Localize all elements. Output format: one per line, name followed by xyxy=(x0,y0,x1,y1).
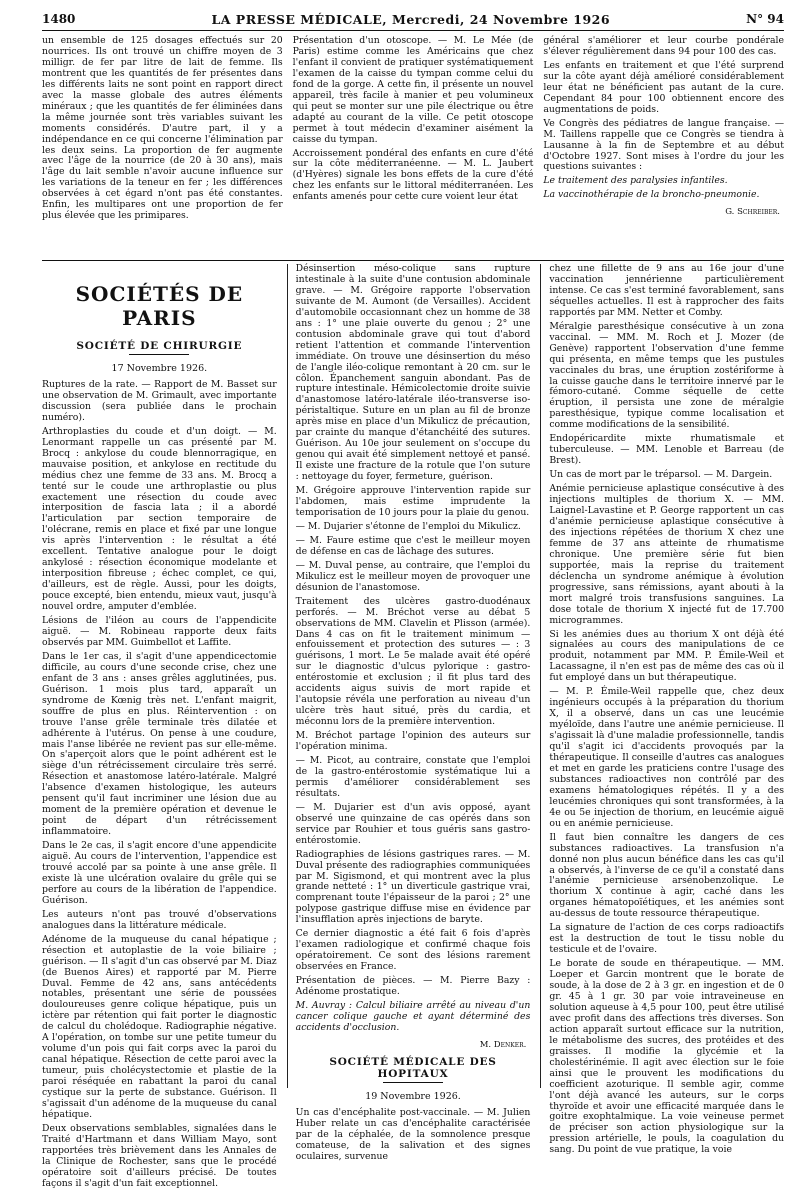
paragraph: Il faut bien connaître les dangers de ces substances radioactives. La transfusion n'a donné non plus aucun bénéfice dans les cas qu'il a observés, à l'inverse de ce qu'il a constaté dans l'anémie pernicieuse arsénobenzolique. Le thorium X continue à agir, caché dans les organes hématopoïétiques, et les anémies sont au-dessus de toute ressource thérapeutique. xyxy=(549,831,785,920)
paragraph: — M. Faure estime que c'est le meilleur moyen de défense en cas de lâchage des sutures. xyxy=(295,534,531,557)
paragraph: Présentation d'un otoscope. — M. Le Mée (de Paris) estime comme les Américains que chez l'enfant il convient de pratiquer systématiquement l'examen de la caisse du tympan comme celui du fond de la gorge. A cette fin, il présente un nouvel appareil, très facile à manier et peu volumineux qui peut se monter sur une pile électrique ou être adapté au courant de la ville. Ce petit otoscope permet à tout médecin d'examiner aisément la caisse du tympan. xyxy=(292,35,534,145)
agenda-item: La vaccinothérapie de la broncho-pneumonie. xyxy=(543,189,760,201)
bottom-column-3 xyxy=(540,263,785,1156)
top-section xyxy=(42,36,784,258)
paragraph: Le borate de soude en thérapeutique. — MM. Loeper et Garcin montrent que le borate de soude, à la dose de 2 à 3 gr. en ingestion et de 0 gr. 45 à 1 gr. 30 par voie intraveineuse en solution aqueuse à 4,5 pour 100, peut être utilisé avec profit dans des affections très diverses. Son action apparaît surtout efficace sur la nutrition, le métabolisme des sucres, des protéides et des graisses. Il modifie la glycémie et la cholestérinémie. Il agit avec élection sur le foie ainsi que le prouvent les modifications du coefficient azoturique. Il semble agir, comme l'ont déjà avancé les auteurs, sur le corps thyroïde et avoir une efficacité marquée dans le goitre exophtalmique. La voie veineuse permet de préciser son action physiologique sur la pression artérielle, le pouls, la coagulation du sang. Du point de vue pratique, la voie xyxy=(549,958,785,1156)
page-number: 1480 xyxy=(42,12,76,26)
paragraph: Ce dernier diagnostic a été fait 6 fois d'après l'examen radiologique et confirmé chaque fois opératoirement. Ce sont des lésions rarement observées en France. xyxy=(295,928,531,973)
paragraph: — M. Picot, au contraire, constate que l'emploi de la gastro-entérostomie systématique lui a permis d'améliorer considérablement ses résultats. xyxy=(295,754,531,799)
paragraph: Un cas d'encéphalite post-vaccinale. — M. Julien Huber relate un cas d'encéphalite caractérisée par de la céphalée, de la somnolence presque comateuse, de la salivation et des signes oculaires, survenue xyxy=(295,1106,531,1162)
paragraph: M. Bréchot partage l'opinion des auteurs sur l'opération minima. xyxy=(295,730,531,753)
paragraph: chez une fillette de 9 ans au 16e jour d'une vaccination jennérienne particulièrement intense. Ce cas s'est terminé favorablement, sans séquelles actuelles. Il est à rapprocher des faits rapportés par MM. Netter et Comby. xyxy=(549,263,785,318)
section-divider xyxy=(42,260,784,261)
paragraph: Si les anémies dues au thorium X ont déjà été signalées au cours des manipulations de ce produit, notamment par MM. P. Émile-Weil et Lacassagne, il n'en est pas de même des cas où il fut employé dans un but thérapeutique. xyxy=(549,628,785,684)
paragraph: — M. Dujarier est d'un avis opposé, ayant observé une quinzaine de cas opérés dans son service par Rouhier et tous guéris sans gastro-entérostomie. xyxy=(295,801,531,846)
paragraph: Dans le 2e cas, il s'agit encore d'une appendicite aiguë. Au cours de l'intervention, l'appendice est trouvé accolé par sa pointe à une anse grêle. Il existe là une ulcération ovalaire du grêle qui se perfore au cours de la libération de l'appendice. Guérison. xyxy=(42,840,277,906)
paragraph: — M. P. Émile-Weil rappelle que, chez deux ingénieurs occupés à la préparation du thorium X, il a observé, dans un cas une leucémie myéloïde, dans l'autre une anémie pernicieuse. Il s'agissait là d'une maladie professionnelle, tandis qu'il s'agit ici d'accidents provoqués par la thérapeutique. Il conseille d'autres cas analogues et met en garde les praticiens contre l'usage des substances radioactives non contrôlé par des examens hématologiques répétés. Il y a des leucémies chroniques qui sont transformées, à la 4e ou 5e injection de thorium, en leucémie aiguë ou en anémie pernicieuse. xyxy=(549,686,785,829)
newspaper-page xyxy=(42,8,785,1189)
paragraph: — M. Dujarier s'étonne de l'emploi du Mikulicz. xyxy=(295,520,521,532)
heading-rule xyxy=(383,1082,443,1083)
paragraph: Ve Congrès des pédiatres de langue française. — M. Taillens rappelle que ce Congrès se tiendra à Lausanne à la fin de Septembre et au début d'Octobre 1927. Sont mises à l'ordre du jour les questions suivantes : xyxy=(543,117,785,173)
paragraph: La signature de l'action de ces corps radioactifs est la destruction de tout le tissu noble du testicule et de l'ovaire. xyxy=(549,922,785,956)
paragraph: Lésions de l'iléon au cours de l'appendicite aiguë. — M. Robineau rapporte deux faits observés par MM. Guimbellot et Laffite. xyxy=(42,615,277,648)
top-column-2 xyxy=(293,36,534,258)
bottom-section xyxy=(42,263,785,1189)
paragraph: M. Auvray : Calcul biliaire arrêté au niveau d'un cancer colique gauche et ayant déterminé des accidents d'occlusion. xyxy=(295,1000,531,1033)
issue-number: N° 94 xyxy=(746,12,784,26)
journal-title: LA PRESSE MÉDICALE, Mercredi, 24 Novembre 1926 xyxy=(211,11,611,27)
agenda-item: Le traitement des paralysies infantiles. xyxy=(543,175,728,187)
paragraph: Accroissement pondéral des enfants en cure d'été sur la côte méditerranéenne. — M. L. Jaubert (d'Hyères) signale les bons effets de la cure d'été chez les enfants sur le littoral méditerranéen. Les enfants amenés pour cette cure voient leur état xyxy=(292,147,534,203)
paragraph: un ensemble de 125 dosages effectués sur 20 nourrices. Ils ont trouvé un chiffre moyen de 3 milligr. de fer par litre de lait de femme. Ils montrent que les quantités de fer présentes dans les différents laits ne sont point en rapport direct avec la masse globale des autres éléments minéraux ; que les quantités de fer éliminées dans la même journée sont très variables suivant les moments considérés. D'autre part, il y a indépendance en ce qui concerne l'élimination par les deux seins. La proportion de fer augmente avec l'âge de la nourrice (de 20 à 30 ans), mais l'âge du lait semble n'avoir aucune influence sur les variations de la teneur en fer ; les différences observées à cet égard n'ont pas été constantes. Enfin, les multipares ont une proportion de fer plus élevée que les primipares. xyxy=(42,35,283,222)
signature: G. Schreiber. xyxy=(725,207,781,218)
paragraph: Ruptures de la rate. — Rapport de M. Basset sur une observation de M. Grimault, avec importante discussion (sera publiée dans le prochain numéro). xyxy=(42,379,277,423)
paragraph: Les auteurs n'ont pas trouvé d'observations analogues dans la littérature médicale. xyxy=(42,908,277,931)
paragraph: Désinsertion méso-colique sans rupture intestinale à la suite d'une contusion abdominale grave. — M. Grégoire rapporte l'observation suivante de M. Aumont (de Versailles). Accident d'automobile occasionnant chez un homme de 38 ans : 1° une plaie ouverte du genou ; 2° une contusion abdominale grave qui tout d'abord retient l'attention et commande l'intervention immédiate. On trouve une désinsertion du méso de l'angle iléo-colique remontant à 20 cm. sur le côlon. Épanchement sanguin abondant. Pas de rupture intestinale. Hémicolectomie droite suivie d'anastomose latéro-latérale iléo-transverse iso-péristaltique. Suture en un plan au fil de bronze après mise en place d'un Mikulicz de précaution, par crainte du manque d'étanchéité des sutures. Guérison. Au 10e jour seulement on s'occupe du genou qui avait été simplement nettoyé et pansé. Il existe une fracture de la rotule que l'on suture : nettoyage du foyer, fermeture, guérison. xyxy=(295,263,531,483)
paragraph: Les enfants en traitement et que l'été surprend sur la côte ayant déjà amélioré considérablement leur état ne bénéficient pas autant de la cure. Cependant 84 pour 100 obtiennent encore des augmentations de poids. xyxy=(543,59,785,115)
bottom-column-2 xyxy=(287,263,531,1162)
paragraph: Deux observations semblables, signalées dans le Traité d'Hartmann et dans William Mayo, sont rapportées très brièvement dans les Annales de la Clinique de Rochester, sans que le procédé opératoire soit d'ailleurs précisé. De toutes façons il s'agit d'un fait exceptionnel. xyxy=(42,1122,277,1189)
session-date: 17 Novembre 1926. xyxy=(111,363,208,374)
paragraph: Dans le 1er cas, il s'agit d'une appendicectomie difficile, au cours d'une seconde crise, chez une enfant de 3 ans : anses grêles agglutinées, pus. Guérison. 1 mois plus tard, apparaît un syndrome de Kœnig très net. L'enfant maigrit, souffre de plus en plus. Réintervention : on trouve l'anse grêle terminale très dilatée et adhérente à l'utérus. On pense à une coudure, mais l'anse libérée ne revient pas sur elle-même. On s'aperçoit alors que le point adhérent est le siège d'un rétrécissement circulaire très serré. Résection et anastomose latéro-latérale. Malgré l'absence d'examen histologique, les auteurs pensent qu'il faut incriminer une lésion due au moment de la première opération et devenue le point de départ d'un rétrécissement inflammatoire. xyxy=(42,650,277,838)
signature: M. Denker. xyxy=(479,1039,527,1050)
paragraph: Anémie pernicieuse aplastique consécutive à des injections multiples de thorium X. — MM. Laignel-Lavastine et P. George rapportent un cas d'anémie pernicieuse aplastique consécutive à des injections répétées de thorium X chez une femme de 37 ans atteinte de rhumatisme chronique. Une première série fut bien supportée, mais la reprise du traitement déclencha un syndrome anémique à évolution progressive, sans rémissions, ayant abouti à la mort malgré trois transfusions sanguines. La dose totale de thorium X injecté fut de 17.700 microgrammes. xyxy=(549,483,785,626)
heading-rule xyxy=(129,354,189,355)
paragraph: Adénome de la muqueuse du canal hépatique ; résection et autoplastie de la voie biliaire ; guérison. — Il s'agit d'un cas observé par M. Diaz (de Buenos Aires) et rapporté par M. Pierre Duval. Femme de 42 ans, sans antécédents notables, présentant une série de poussées douloureuses genre colique hépatique, puis un ictère par rétention qui fait porter le diagnostic de calcul du cholédoque. Radiographie négative. A l'opération, on tombe sur une petite tumeur du volume d'un pois qui fait corps avec la paroi du canal hépatique. Résection de cette paroi avec la tumeur, puis cholécystectomie et plastie de la paroi réséquée en rabattant la paroi du canal cystique sur la perte de substance. Guérison. Il s'agissait d'un adénome de la muqueuse du canal hépatique. xyxy=(42,933,277,1120)
society-heading: SOCIÉTÉ MÉDICALE DES HOPITAUX xyxy=(329,1055,497,1080)
paragraph: — M. Duval pense, au contraire, que l'emploi du Mikulicz est le meilleur moyen de provoquer une désunion de l'anastomose. xyxy=(295,559,531,593)
session-date: 19 Novembre 1926. xyxy=(365,1090,461,1102)
paragraph: Traitement des ulcères gastro-duodénaux perforés. — M. Bréchot verse au débat 5 observations de MM. Clavelin et Plisson (armée). Dans 4 cas on fit le traitement minimum — enfouissement et protection des sutures — : 3 guérisons, 1 mort. Le 5e malade avait été opéré sur le diagnostic d'ulcus pylorique : gastro-entérostomie et exclusion ; il fit plus tard des accidents aigus suivis de mort rapide et l'autopsie révéla une perforation au niveau d'un ulcère très haut situé, près du cardia, et méconnu lors de la première intervention. xyxy=(295,595,531,728)
paragraph: M. Grégoire approuve l'intervention rapide sur l'abdomen, mais estime imprudente la temporisation de 10 jours pour la plaie du genou. xyxy=(295,485,531,518)
paragraph: Un cas de mort par le tréparsol. — M. Dargein. xyxy=(549,469,773,481)
paragraph: Radiographies de lésions gastriques rares. — M. Duval présente des radiographies communiquées par M. Sigismond, et qui montrent avec la plus grande netteté : 1° un diverticule gastrique vrai, comprenant toute l'épaisseur de la paroi ; 2° une polypose gastrique diffuse mise en évidence par l'insufflation après injections de baryte. xyxy=(295,848,531,926)
paragraph: Arthroplasties du coude et d'un doigt. — M. Lenormant rappelle un cas présenté par M. Brocq : ankylose du coude blennorragique, en mauvaise position, et ankylose en rectitude du médius chez une femme de 33 ans. M. Brocq a tenté sur le coude une arthroplastie ou plus exactement une résection du coude avec interposition de fascia lata ; il a abordé l'articulation par section temporaire de l'olécrane, remis en place et fixé par une longue vis après l'intervention : le résultat a été excellent. Tentative analogue pour le doigt ankylosé : résection économique modelante et interposition fibreuse ; échec complet, ce qui, d'ailleurs, est de règle. Aussi, pour les doigts, pouce excepté, bien entendu, mieux vaut, jusqu'à nouvel ordre, amputer d'emblée. xyxy=(42,425,277,613)
paragraph: Méralgie paresthésique consécutive à un zona vaccinal. — MM. M. Roch et J. Mozer (de Genève) rapportent l'observation d'une femme qui présenta, en même temps que les pustules vaccinales du bras, une éruption zostériforme à la cuisse gauche dans le territoire innervé par le fémoro-cutané. Comme séquelle de cette éruption, il persista une zone de méralgie paresthésique, typique comme localisation et comme modifications de la sensibilité. xyxy=(549,320,785,431)
page-header xyxy=(42,8,784,31)
top-column-3 xyxy=(543,36,784,258)
paragraph: Endopéricardite mixte rhumatismale et tuberculeuse. — MM. Lenoble et Barreau (de Brest). xyxy=(549,433,785,467)
top-column-1 xyxy=(42,36,283,258)
bottom-column-1 xyxy=(42,264,277,1189)
section-title: SOCIÉTÉS DE PARIS xyxy=(75,282,244,330)
society-heading: SOCIÉTÉ DE CHIRURGIE xyxy=(76,340,243,352)
paragraph: Présentation de pièces. — M. Pierre Bazy : Adénome prostatique. xyxy=(295,975,531,998)
paragraph: général s'améliorer et leur courbe pondérale s'élever régulièrement dans 94 pour 100 des cas. xyxy=(543,35,785,57)
